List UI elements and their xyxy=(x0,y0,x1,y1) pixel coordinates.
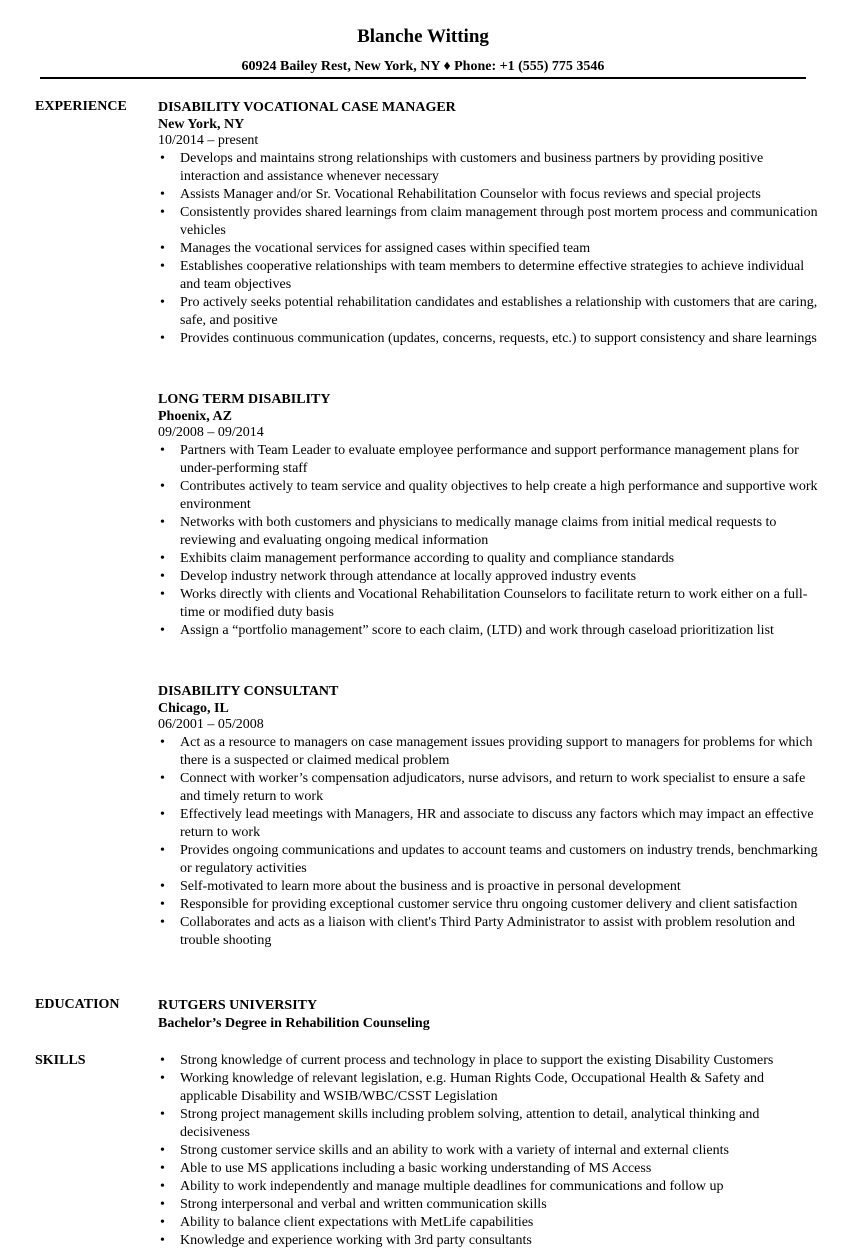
list-item: • Responsible for providing exceptional customer service thru ongoing customer delivery and client satisfaction xyxy=(180,896,818,914)
job-entry-2 xyxy=(158,391,818,640)
school-name: RUTGERS UNIVERSITY xyxy=(158,998,318,1013)
skills-list xyxy=(158,1052,818,1250)
list-item: • Assists Manager and/or Sr. Vocational Rehabilitation Counselor with focus reviews and special projects xyxy=(180,186,818,204)
job-location: New York, NY xyxy=(158,117,245,132)
list-item: • Connect with worker’s compensation adjudicators, nurse advisors, and return to work specialist to ensure a safe and timely return to work xyxy=(180,770,818,806)
job-bullets xyxy=(158,150,818,348)
list-item: • Working knowledge of relevant legislation, e.g. Human Rights Code, Occupational Health & Safety and applicable Disability and WSIB/WBC/CSST Legislation xyxy=(180,1070,818,1106)
list-item: • Pro actively seeks potential rehabilitation candidates and establishes a relationship with customers that are caring, safe, and positive xyxy=(180,294,818,330)
education-entry xyxy=(158,997,818,1033)
contact-line: 60924 Bailey Rest, New York, NY ♦ Phone: +1 (555) 775 3546 xyxy=(241,59,605,74)
list-item: • Effectively lead meetings with Managers, HR and associate to discuss any factors which may impact an effective return to work xyxy=(180,806,818,842)
list-item: • Ability to work independently and manage multiple deadlines for communications and follow up xyxy=(180,1178,818,1196)
list-item: • Contributes actively to team service and quality objectives to help create a high performance and supportive work environment xyxy=(180,478,818,514)
job-location: Phoenix, AZ xyxy=(158,409,232,424)
list-item: • Strong knowledge of current process and technology in place to support the existing Disability Customers xyxy=(180,1052,818,1070)
job-entry-3 xyxy=(158,683,818,950)
list-item: • Develops and maintains strong relationships with customers and business partners by providing positive interaction and assistance whenever necessary xyxy=(180,150,818,186)
job-title: DISABILITY VOCATIONAL CASE MANAGER xyxy=(158,100,456,115)
list-item: • Consistently provides shared learnings from claim management through post mortem process and communication vehicles xyxy=(180,204,818,240)
job-dates: 10/2014 – present xyxy=(158,133,259,148)
list-item: • Provides ongoing communications and updates to account teams and customers on industry trends, benchmarking or regulatory activities xyxy=(180,842,818,878)
candidate-name: Blanche Witting xyxy=(357,26,489,47)
job-bullets xyxy=(158,734,818,950)
degree: Bachelor’s Degree in Rehabilition Counseling xyxy=(158,1016,430,1031)
list-item: • Manages the vocational services for assigned cases within specified team xyxy=(180,240,818,258)
job-entry-1 xyxy=(158,99,818,348)
list-item: • Works directly with clients and Vocational Rehabilitation Counselors to facilitate return to work either on a full-time or modified duty basis xyxy=(180,586,818,622)
list-item: • Strong interpersonal and verbal and written communication skills xyxy=(180,1196,818,1214)
skills-section-label: SKILLS xyxy=(35,1053,86,1068)
experience-section-label: EXPERIENCE xyxy=(35,99,127,114)
list-item: • Ability to balance client expectations with MetLife capabilities xyxy=(180,1214,818,1232)
job-title: LONG TERM DISABILITY xyxy=(158,392,331,407)
list-item: • Collaborates and acts as a liaison with client's Third Party Administrator to assist with problem resolution and trouble shooting xyxy=(180,914,818,950)
list-item: • Knowledge and experience working with 3rd party consultants xyxy=(180,1232,818,1250)
list-item: • Act as a resource to managers on case management issues providing support to managers for problems for which there is a suspected or claimed medical problem xyxy=(180,734,818,770)
job-dates: 06/2001 – 05/2008 xyxy=(158,717,264,732)
list-item: • Assign a “portfolio management” score to each claim, (LTD) and work through caseload prioritization list xyxy=(180,622,818,640)
list-item: • Strong project management skills including problem solving, attention to detail, analytical thinking and decisiveness xyxy=(180,1106,818,1142)
skills-entry xyxy=(158,1052,818,1250)
education-section-label: EDUCATION xyxy=(35,997,120,1012)
job-bullets xyxy=(158,442,818,640)
list-item: • Partners with Team Leader to evaluate employee performance and support performance management plans for under-performing staff xyxy=(180,442,818,478)
list-item: • Self-motivated to learn more about the business and is proactive in personal development xyxy=(180,878,818,896)
header-divider xyxy=(40,77,806,79)
list-item: • Provides continuous communication (updates, concerns, requests, etc.) to support consistency and share learnings xyxy=(180,330,818,348)
list-item: • Strong customer service skills and an ability to work with a variety of internal and external clients xyxy=(180,1142,818,1160)
list-item: • Develop industry network through attendance at locally approved industry events xyxy=(180,568,818,586)
list-item: • Able to use MS applications including a basic working understanding of MS Access xyxy=(180,1160,818,1178)
job-title: DISABILITY CONSULTANT xyxy=(158,684,339,699)
job-location: Chicago, IL xyxy=(158,701,229,716)
list-item: • Establishes cooperative relationships with team members to determine effective strategies to achieve individual and team objectives xyxy=(180,258,818,294)
list-item: • Exhibits claim management performance according to quality and compliance standards xyxy=(180,550,818,568)
list-item: • Networks with both customers and physicians to medically manage claims from initial medical requests to reviewing and evaluating ongoing medical information xyxy=(180,514,818,550)
job-dates: 09/2008 – 09/2014 xyxy=(158,425,264,440)
